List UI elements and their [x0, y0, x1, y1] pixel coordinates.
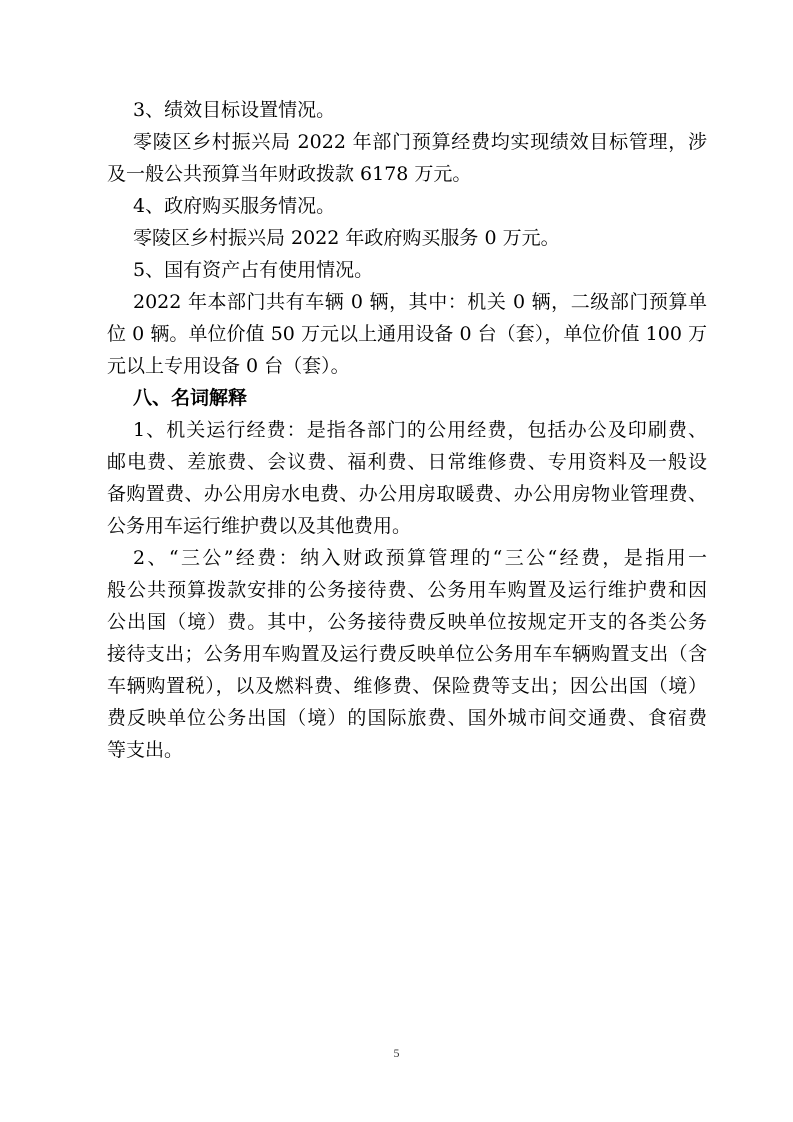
text-line: 2、“三公”经费：纳入财政预算管理的“三公“经费，是指用一: [133, 547, 707, 569]
text-line: 邮电费、差旅费、会议费、福利费、日常维修费、专用资料及一般设: [107, 451, 707, 473]
text-line: 公务用车运行维护费以及其他费用。: [107, 515, 412, 537]
text-line: 位 0 辆。单位价值 50 万元以上通用设备 0 台（套），单位价值 100 万: [107, 323, 707, 345]
paragraph: [107, 222, 707, 254]
text-line: 费反映单位公务出国（境）的国际旅费、国外城市间交通费、食宿费: [107, 707, 707, 729]
paragraph: [107, 94, 707, 126]
text-line: 2022 年本部门共有车辆 0 辆，其中：机关 0 辆，二级部门预算单: [133, 291, 707, 313]
text-line: 零陵区乡村振兴局 2022 年政府购买服务 0 万元。: [133, 227, 560, 249]
text-line: 1、机关运行经费：是指各部门的公用经费，包括办公及印刷费、: [133, 419, 707, 441]
text-line: 零陵区乡村振兴局 2022 年部门预算经费均实现绩效目标管理，涉: [133, 131, 707, 153]
text-line: 及一般公共预算当年财政拨款 6178 万元。: [107, 163, 472, 185]
paragraph: [107, 286, 707, 382]
paragraph: [107, 190, 707, 222]
text-line: 接待支出；公务用车购置及运行费反映单位公务用车车辆购置支出（含: [107, 643, 707, 665]
section-heading: [107, 382, 707, 414]
text-line: 公出国（境）费。其中，公务接待费反映单位按规定开支的各类公务: [107, 611, 707, 633]
paragraph: [107, 542, 707, 766]
paragraph: [107, 414, 707, 542]
document-body: [107, 94, 707, 766]
text-line: 备购置费、办公用房水电费、办公用房取暖费、办公用房物业管理费、: [107, 483, 707, 505]
text-line: 般公共预算拨款安排的公务接待费、公务用车购置及运行维护费和因: [107, 579, 707, 601]
page-number: 5: [393, 1046, 400, 1060]
text-line: 车辆购置税），以及燃料费、维修费、保险费等支出；因公出国（境）: [107, 675, 707, 697]
text-line: 3、绩效目标设置情况。: [133, 99, 336, 121]
text-line: 4、政府购买服务情况。: [133, 195, 336, 217]
paragraph: [107, 254, 707, 286]
text-line: 八、名词解释: [133, 387, 248, 409]
paragraph: [107, 126, 707, 190]
text-line: 等支出。: [107, 739, 184, 761]
text-line: 5、国有资产占有使用情况。: [133, 259, 374, 281]
text-line: 元以上专用设备 0 台（套）。: [107, 355, 350, 377]
